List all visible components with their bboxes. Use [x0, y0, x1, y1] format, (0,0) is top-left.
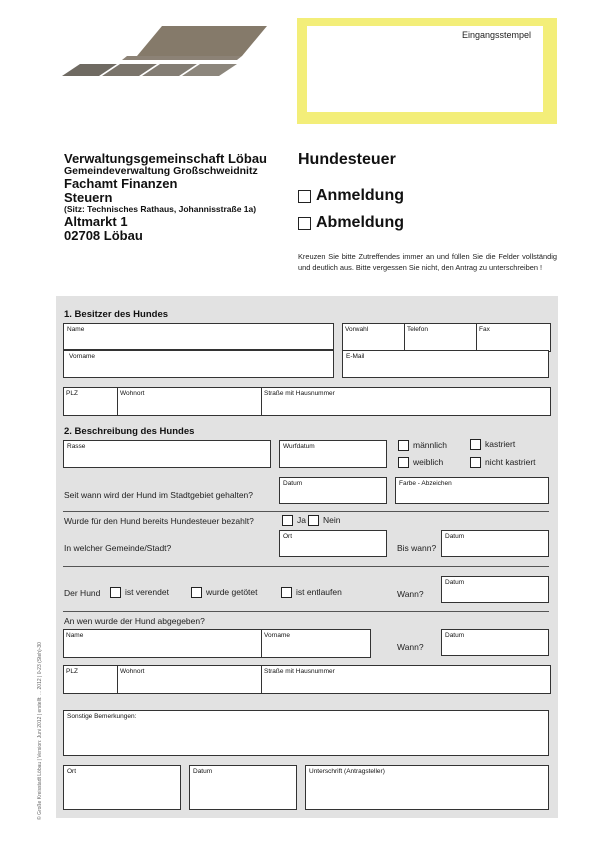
recipient-strasse-field[interactable]	[262, 666, 550, 693]
ja-label: Ja	[297, 515, 306, 525]
plz-field[interactable]	[64, 388, 118, 415]
gemeinde-question: In welcher Gemeinde/Stadt?	[64, 543, 172, 553]
abgegeben-question: An wen wurde der Hund abgegeben?	[64, 616, 205, 626]
kastriert-checkbox[interactable]	[470, 439, 481, 450]
option-abmeldung[interactable]	[298, 214, 404, 232]
wurfdatum-field[interactable]	[279, 440, 387, 468]
stamp-field	[307, 26, 543, 112]
bemerkungen-label: Sonstige Bemerkungen:	[67, 713, 137, 720]
plz-label: PLZ	[66, 390, 78, 397]
signature-datum-field[interactable]	[189, 765, 297, 810]
divider	[63, 511, 549, 512]
address-line-2: Gemeindeverwaltung Großschweidnitz	[64, 165, 258, 178]
side-footer-text: © Große Kreisstadt Löbau | Version: Juni 2012 | erstellt: ... 2012 | 0-23 (Steh)-30	[37, 642, 43, 820]
address-line-7: 02708 Löbau	[64, 227, 143, 243]
abmeldung-label: Abmeldung	[316, 214, 404, 231]
strasse-label: Straße mit Hausnummer	[264, 390, 335, 397]
address-line-4: Steuern	[64, 190, 113, 206]
option-kastriert[interactable]	[470, 439, 515, 450]
signature-field[interactable]	[305, 765, 549, 810]
getoetet-label: wurde getötet	[206, 587, 258, 597]
vorname-label: Vorname	[69, 353, 96, 360]
wann-datum-field[interactable]	[441, 576, 549, 603]
bemerkungen-field[interactable]	[63, 710, 549, 756]
option-entlaufen[interactable]	[281, 587, 342, 598]
vorname-label: Vorname	[264, 632, 291, 639]
abgabe-datum-field[interactable]	[441, 629, 549, 656]
option-nein[interactable]	[308, 515, 340, 526]
bis-wann-question: Bis wann?	[397, 543, 437, 553]
fax-label: Fax	[479, 326, 490, 333]
address-line-5: (Sitz: Technisches Rathaus, Johannisstraße 1a)	[64, 204, 257, 215]
nein-checkbox[interactable]	[308, 515, 319, 526]
seit-wann-question: Seit wann wird der Hund im Stadtgebiet gehalten?	[64, 490, 254, 500]
strasse-field[interactable]	[262, 388, 550, 415]
option-weiblich[interactable]	[398, 457, 443, 468]
datum-label: Datum	[445, 632, 465, 639]
datum-label: Datum	[445, 579, 465, 586]
getoetet-checkbox[interactable]	[191, 587, 202, 598]
maennlich-label: männlich	[413, 440, 448, 450]
datum-label: Datum	[445, 533, 465, 540]
nicht-kastriert-label: nicht kastriert	[485, 457, 536, 467]
ort-label: Ort	[283, 533, 293, 540]
wann-question-2: Wann?	[397, 642, 424, 652]
seit-wann-datum-field[interactable]	[279, 477, 387, 504]
verendet-label: ist verendet	[125, 587, 169, 597]
section-1-title: 1. Besitzer des Hundes	[64, 309, 169, 320]
plz-label: PLZ	[66, 668, 78, 675]
strasse-label: Straße mit Hausnummer	[264, 668, 335, 675]
datum-label: Datum	[193, 768, 213, 775]
vorwahl-label: Vorwahl	[345, 326, 369, 333]
entlaufen-label: ist entlaufen	[296, 587, 342, 597]
telefon-label: Telefon	[407, 326, 428, 333]
instructions: Kreuzen Sie bitte Zutreffendes immer an und füllen Sie die Felder vollständig und deutlich aus. Bitte vergessen Sie nicht, den Antrag zu unterschreiben !	[298, 252, 557, 272]
owner-address-row	[63, 387, 551, 416]
kastriert-label: kastriert	[485, 439, 516, 449]
telefon-field[interactable]	[405, 324, 477, 351]
recipient-vorname-field[interactable]	[262, 630, 370, 657]
wann-question: Wann?	[397, 589, 424, 599]
stamp-area	[297, 18, 557, 124]
ja-checkbox[interactable]	[282, 515, 293, 526]
entlaufen-checkbox[interactable]	[281, 587, 292, 598]
recipient-name-field[interactable]	[64, 630, 262, 657]
owner-name-field[interactable]	[63, 323, 334, 350]
verendet-checkbox[interactable]	[110, 587, 121, 598]
email-label: E-Mail	[346, 353, 365, 360]
nein-label: Nein	[323, 515, 341, 525]
phone-row	[342, 323, 551, 352]
option-ja[interactable]	[282, 515, 306, 526]
datum-label: Datum	[283, 480, 303, 487]
bis-wann-datum-field[interactable]	[441, 530, 549, 557]
address-line-6: Altmarkt 1	[64, 213, 128, 229]
weiblich-label: weiblich	[413, 457, 444, 467]
section-2-title: 2. Beschreibung des Hundes	[64, 426, 195, 437]
wohnort-label: Wohnort	[120, 390, 145, 397]
form-title: Hundesteuer	[298, 151, 396, 168]
der-hund-label: Der Hund	[64, 588, 101, 598]
option-verendet[interactable]	[110, 587, 169, 598]
option-maennlich[interactable]	[398, 440, 447, 451]
rasse-label: Rasse	[67, 443, 86, 450]
option-getoetet[interactable]	[191, 587, 258, 598]
anmeldung-label: Anmeldung	[316, 187, 404, 204]
signature-ort-field[interactable]	[63, 765, 181, 810]
owner-vorname-field[interactable]	[63, 350, 334, 378]
recipient-wohnort-field[interactable]	[118, 666, 262, 693]
option-nicht-kastriert[interactable]	[470, 457, 536, 468]
wohnort-field[interactable]	[118, 388, 262, 415]
logo	[62, 26, 267, 78]
unterschrift-label: Unterschrift (Antragsteller)	[309, 768, 385, 775]
rasse-field[interactable]	[63, 440, 271, 468]
wohnort-label: Wohnort	[120, 668, 145, 675]
email-field[interactable]	[342, 350, 549, 378]
divider	[63, 566, 549, 567]
weiblich-checkbox[interactable]	[398, 457, 409, 468]
recipient-plz-field[interactable]	[64, 666, 118, 693]
wurfdatum-label: Wurfdatum	[283, 443, 315, 450]
gemeinde-ort-field[interactable]	[279, 530, 387, 557]
option-anmeldung[interactable]	[298, 187, 404, 205]
recipient-name-row	[63, 629, 371, 658]
vorwahl-field[interactable]	[343, 324, 405, 351]
farbe-field[interactable]	[395, 477, 549, 504]
ort-label: Ort	[67, 768, 77, 775]
recipient-address-row	[63, 665, 551, 694]
name-label: Name	[67, 326, 85, 333]
address-line-3: Fachamt Finanzen	[64, 176, 178, 192]
maennlich-checkbox[interactable]	[398, 440, 409, 451]
farbe-label: Farbe - Abzeichen	[399, 480, 452, 487]
bezahlt-question: Wurde für den Hund bereits Hundesteuer bezahlt?	[64, 516, 254, 526]
address-block	[64, 152, 300, 243]
nicht-kastriert-checkbox[interactable]	[470, 457, 481, 468]
divider	[63, 611, 549, 612]
fax-field[interactable]	[477, 324, 550, 351]
name-label: Name	[66, 632, 84, 639]
anmeldung-checkbox[interactable]	[298, 190, 311, 203]
abmeldung-checkbox[interactable]	[298, 217, 311, 230]
address-line-1: Verwaltungsgemeinschaft Löbau	[64, 151, 267, 166]
stamp-label: Eingangsstempel	[461, 30, 531, 40]
